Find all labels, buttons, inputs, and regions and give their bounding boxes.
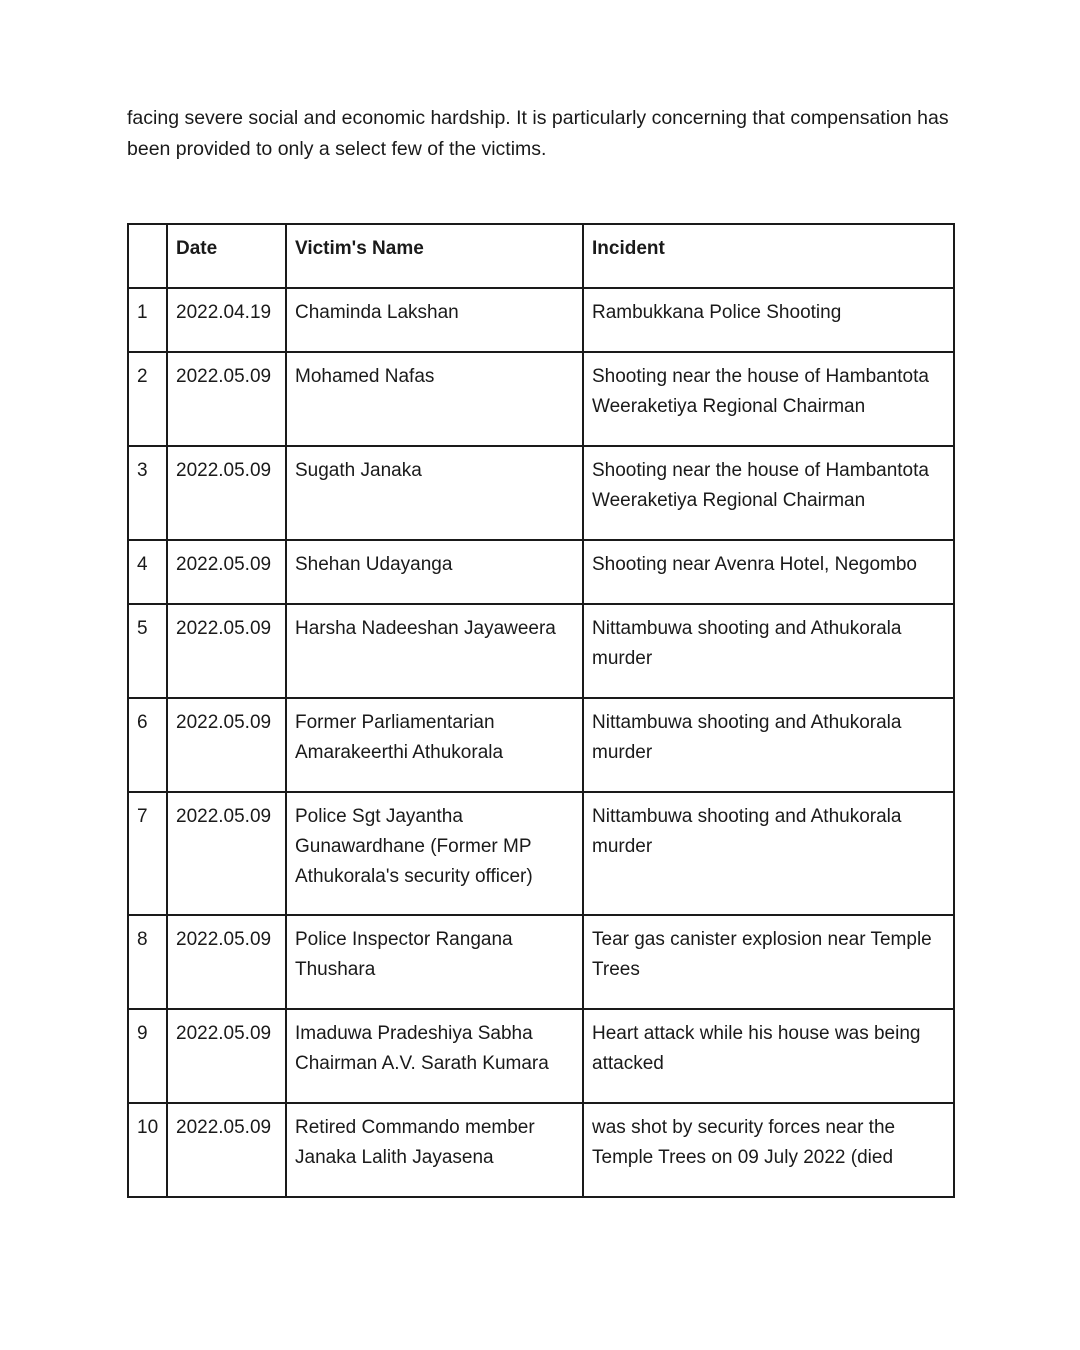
row-date: 2022.05.09 (167, 1103, 286, 1197)
table-row (128, 604, 954, 698)
row-number: 4 (128, 540, 167, 604)
header-date: Date (167, 224, 286, 288)
table-row (128, 540, 954, 604)
row-victim-name: Sugath Janaka (286, 446, 583, 540)
row-number: 8 (128, 915, 167, 1009)
row-victim-name: Police Sgt Jayantha Gunawardhane (Former MP Athukorala's security officer) (286, 792, 583, 915)
row-victim-name: Police Inspector Rangana Thushara (286, 915, 583, 1009)
row-date: 2022.05.09 (167, 915, 286, 1009)
row-number: 5 (128, 604, 167, 698)
table-header-row (128, 224, 954, 288)
row-incident: was shot by security forces near the Temple Trees on 09 July 2022 (died (583, 1103, 954, 1197)
header-incident: Incident (583, 224, 954, 288)
row-incident: Shooting near the house of Hambantota Weeraketiya Regional Chairman (583, 352, 954, 446)
row-incident: Shooting near the house of Hambantota Weeraketiya Regional Chairman (583, 446, 954, 540)
table-row (128, 915, 954, 1009)
table-row (128, 1009, 954, 1103)
row-victim-name: Former Parliamentarian Amarakeerthi Athukorala (286, 698, 583, 792)
row-date: 2022.04.19 (167, 288, 286, 352)
row-victim-name: Shehan Udayanga (286, 540, 583, 604)
row-incident: Tear gas canister explosion near Temple Trees (583, 915, 954, 1009)
row-incident: Nittambuwa shooting and Athukorala murder (583, 604, 954, 698)
row-date: 2022.05.09 (167, 446, 286, 540)
row-number: 2 (128, 352, 167, 446)
row-victim-name: Mohamed Nafas (286, 352, 583, 446)
row-date: 2022.05.09 (167, 352, 286, 446)
row-incident: Nittambuwa shooting and Athukorala murder (583, 698, 954, 792)
row-incident: Nittambuwa shooting and Athukorala murder (583, 792, 954, 915)
row-victim-name: Harsha Nadeeshan Jayaweera (286, 604, 583, 698)
row-victim-name: Chaminda Lakshan (286, 288, 583, 352)
table-row (128, 792, 954, 915)
table-row (128, 698, 954, 792)
row-number: 1 (128, 288, 167, 352)
row-date: 2022.05.09 (167, 698, 286, 792)
row-date: 2022.05.09 (167, 540, 286, 604)
row-number: 7 (128, 792, 167, 915)
header-victim-name: Victim's Name (286, 224, 583, 288)
row-victim-name: Imaduwa Pradeshiya Sabha Chairman A.V. Sarath Kumara (286, 1009, 583, 1103)
row-incident: Shooting near Avenra Hotel, Negombo (583, 540, 954, 604)
row-date: 2022.05.09 (167, 792, 286, 915)
row-number: 9 (128, 1009, 167, 1103)
victims-table (127, 223, 955, 1198)
header-number (128, 224, 167, 288)
row-incident: Heart attack while his house was being attacked (583, 1009, 954, 1103)
row-number: 10 (128, 1103, 167, 1197)
table-row (128, 288, 954, 352)
table-row (128, 446, 954, 540)
intro-paragraph: facing severe social and economic hardship. It is particularly concerning that compensation has been provided to only a select few of the victims. (127, 107, 949, 160)
row-number: 3 (128, 446, 167, 540)
table-row (128, 352, 954, 446)
row-date: 2022.05.09 (167, 1009, 286, 1103)
row-victim-name: Retired Commando member Janaka Lalith Jayasena (286, 1103, 583, 1197)
table-row (128, 1103, 954, 1197)
row-number: 6 (128, 698, 167, 792)
row-date: 2022.05.09 (167, 604, 286, 698)
row-incident: Rambukkana Police Shooting (583, 288, 954, 352)
